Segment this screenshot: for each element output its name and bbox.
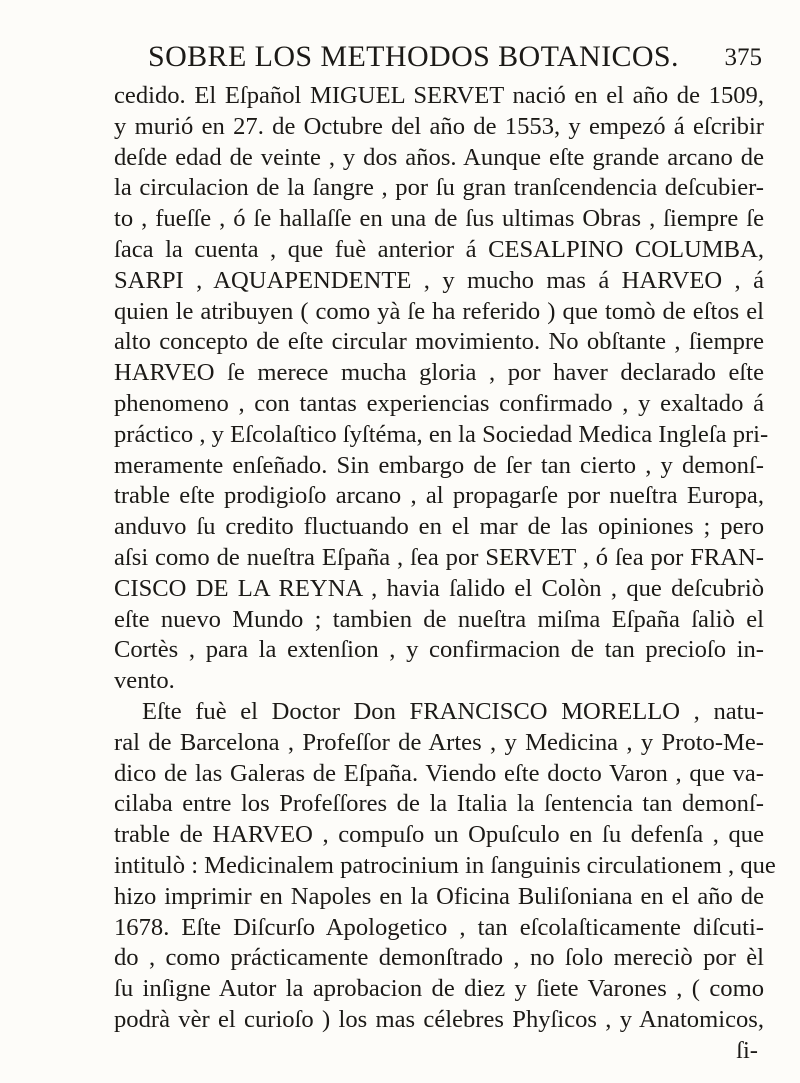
text-line: trable eſte prodigioſo arcano , al propagarſe por nueſtra Europa,	[114, 482, 764, 510]
text-line: 1678. Eſte Diſcurſo Apologetico , tan eſcolaſticamente diſcuti-	[114, 913, 764, 941]
text-line: eſte nuevo Mundo ; tambien de nueſtra miſma Eſpaña ſaliò el	[114, 605, 764, 633]
running-title: SOBRE LOS METHODOS BOTANICOS.	[148, 40, 679, 73]
text-line: phenomeno , con tantas experiencias confirmado , y exaltado á	[114, 389, 764, 417]
text-line: trable de HARVEO , compuſo un Opuſculo en ſu defenſa , que	[114, 821, 764, 849]
text-line: cilaba entre los Profeſſores de la Italia la ſentencia tan demonſ-	[114, 790, 764, 818]
text-line: intitulò : Medicinalem patrocinium in ſanguinis circulationem , que	[114, 851, 776, 879]
text-line: deſde edad de veinte , y dos años. Aunque eſte grande arcano de	[114, 143, 764, 171]
text-line: alto concepto de eſte circular movimiento. No obſtante , ſiempre	[114, 328, 764, 356]
text-line: SARPI , AQUAPENDENTE , y mucho mas á HARVEO , á	[114, 266, 764, 294]
page-number: 375	[724, 44, 762, 71]
text-line: HARVEO ſe merece mucha gloria , por haver declarado eſte	[114, 359, 764, 387]
text-line: práctico , y Eſcolaſtico ſyſtéma, en la Sociedad Medica Ingleſa pri-	[114, 420, 769, 448]
text-line: Cortès , para la extenſion , y confirmacion de tan precioſo in-	[114, 636, 764, 664]
text-line: aſsi como de nueſtra Eſpaña , ſea por SERVET , ó ſea por FRAN-	[114, 543, 764, 571]
text-line: cedido. El Eſpañol MIGUEL SERVET nació en el año de 1509,	[114, 82, 764, 109]
text-line: to , fueſſe , ó ſe hallaſſe en una de ſus ultimas Obras , ſiempre ſe	[114, 205, 764, 233]
text-line: ſaca la cuenta , que fuè anterior á CESALPINO COLUMBA,	[114, 235, 764, 263]
text-line: ral de Barcelona , Profeſſor de Artes , y Medicina , y Proto-Me-	[114, 728, 764, 756]
text-line: CISCO DE LA REYNA , havia ſalido el Colòn , que deſcubriò	[114, 574, 764, 602]
text-line: y murió en 27. de Octubre del año de 1553, y empezó á eſcribir	[114, 112, 764, 140]
text-line: meramente enſeñado. Sin embargo de ſer tan cierto , y demonſ-	[114, 451, 764, 479]
text-line: vento.	[114, 667, 175, 695]
page-header	[148, 40, 762, 76]
text-line: la circulacion de la ſangre , por ſu gran tranſcendencia deſcubier-	[114, 174, 764, 202]
text-line: podrà vèr el curioſo ) los mas célebres Phyſicos , y Anatomicos,	[114, 1005, 764, 1033]
text-line: do , como prácticamente demonſtrado , no ſolo mereciò por èl	[114, 944, 764, 972]
text-line: anduvo ſu credito fluctuando en el mar de las opiniones ; pero	[114, 513, 764, 541]
text-line: ſu inſigne Autor la aprobacion de diez y ſiete Varones , ( como	[114, 975, 764, 1003]
body-text	[114, 81, 776, 1067]
text-line: hizo imprimir en Napoles en la Oficina Buliſoniana en el año de	[114, 882, 764, 910]
text-line: Eſte fuè el Doctor Don FRANCISCO MORELLO , natu-	[142, 697, 764, 725]
catchword: ſi-	[736, 1036, 758, 1064]
text-line: quien le atribuyen ( como yà ſe ha referido ) que tomò de eſtos el	[114, 297, 764, 325]
text-line: dico de las Galeras de Eſpaña. Viendo eſte docto Varon , que va-	[114, 759, 764, 787]
